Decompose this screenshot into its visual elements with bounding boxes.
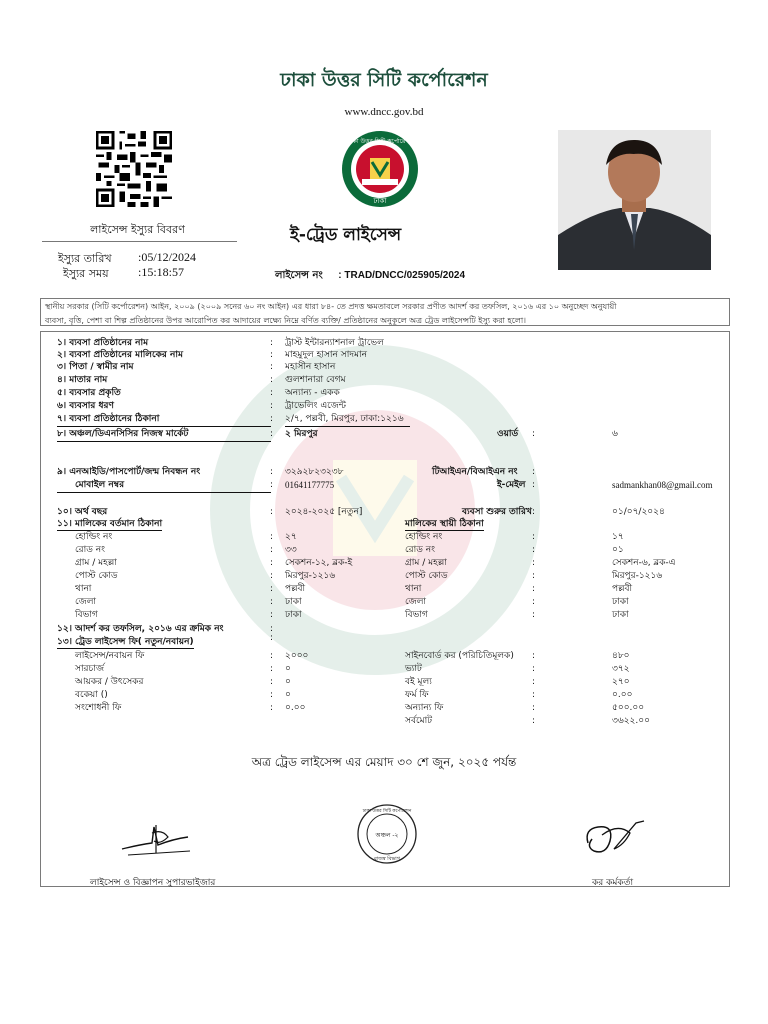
colon: : [270, 703, 274, 713]
colon: : [270, 651, 274, 661]
field-label: ৪। মাতার নাম [57, 375, 108, 385]
field-label: ৮। অঞ্চল/ডিএনসিসির নিজস্ব মার্কেট [57, 429, 189, 439]
fee-label: বকেয়া () [75, 690, 108, 700]
fee-value: ০ [285, 690, 291, 700]
address-current-value: ৩৩ [285, 545, 297, 555]
colon: : [532, 597, 536, 607]
colon: : [270, 558, 274, 568]
license-number-value: : TRAD/DNCC/025905/2024 [338, 270, 466, 281]
colon: : [532, 467, 536, 477]
tax-officer-caption: কর কর্মকর্তা [592, 878, 634, 888]
website-url[interactable]: www.dncc.gov.bd [344, 106, 424, 118]
colon: : [532, 664, 536, 674]
fee-value: ২০০০ [285, 651, 309, 661]
legal-notice-line-2: ব্যবসা, বৃত্তি, পেশা বা শিল্প প্রতিষ্ঠানের উপর আরোপিত কর আদায়ের লক্ষ্যে নিম্নে বর্ণিত ব্যক্তি/ প্রতিষ্ঠানের অনুকূলে অত্র ট্রেড লাইসেন্সটি ইস্যু করা হলো। [45, 316, 527, 325]
zone-office-stamp [348, 803, 426, 865]
business-address-value: ২/৭, পল্লবী, মিরপুর, ঢাকা:১২১৬ [285, 414, 404, 424]
colon: : [532, 677, 536, 687]
divider [57, 492, 271, 493]
supervisor-caption: লাইসেন্স ও বিজ্ঞাপন সুপারভাইজার [90, 878, 216, 888]
fee-value: ৫০০.০০ [612, 703, 645, 713]
field-label: ৯। এনআইডি/পাসপোর্ট/জন্ম নিবন্ধন নং [57, 467, 201, 477]
field-label: ১। ব্যবসা প্রতিষ্ঠানের নাম [57, 338, 149, 348]
address-label: থানা [75, 584, 92, 594]
field-label: ১০। অর্থ বছর [57, 507, 108, 517]
address-label: গ্রাম / মহল্লা [405, 558, 447, 568]
organization-name: ঢাকা উত্তর সিটি কর্পোরেশন [280, 69, 488, 91]
field-label: ৩। পিতা / স্বামীর নাম [57, 362, 134, 372]
supervisor-signature [118, 815, 198, 865]
address-permanent-value: ১৭ [612, 532, 624, 542]
address-current-value: সেকশন-১২, ব্লক-ই [285, 558, 353, 568]
seal-bottom-text: ঢাকা [373, 197, 387, 205]
address-label: পোস্ট কোড [75, 571, 118, 581]
fee-label: ফর্ম ফি [405, 690, 429, 700]
current-address-heading: ১১। মালিকের বর্তমান ঠিকানা [57, 519, 163, 529]
stamp-mid-text: অঞ্চল -২ [375, 832, 399, 839]
address-label: জেলা [405, 597, 427, 607]
colon: : [532, 545, 536, 555]
issue-time-value: :15:18:57 [138, 265, 185, 279]
father-name-value: মহাসীন হাসান [285, 362, 336, 372]
divider [57, 426, 271, 427]
fee-value: ০ [285, 677, 291, 687]
address-current-value: ঢাকা [285, 610, 302, 620]
colon: : [270, 362, 274, 372]
fees-heading: ১৩। ট্রেড লাইসেন্স ফি( নতুন/নবায়ন) [57, 637, 194, 647]
permanent-address-heading: মালিকের স্থায়ী ঠিকানা [405, 519, 484, 529]
issue-details-heading: লাইসেন্স ইস্যুর বিবরণ [90, 223, 185, 236]
address-label: গ্রাম / মহল্লা [75, 558, 117, 568]
colon: : [532, 651, 536, 661]
nid-value: ৩২৯২৮২৩২৩৮ [285, 467, 344, 477]
field-label: ২। ব্যবসা প্রতিষ্ঠানের মালিকের নাম [57, 350, 183, 360]
legal-notice-line-1: স্থানীয় সরকার (সিটি কর্পোরেশন) আইন, ২০০৯ (২০০৯ সনের ৬০ নং আইন) এর ধারা ৮৪- তে প্রদত্ত ক্ষমতাবলে সরকার প্রণীত আদর্শ কর তফসিল, ২০১৬ এর ১০ অনুচ্ছেদ অনুযায়ী [45, 302, 617, 311]
divider [42, 241, 237, 242]
field-label: ৭। ব্যবসা প্রতিষ্ঠানের ঠিকানা [57, 414, 160, 424]
address-label: বিভাগ [405, 610, 428, 620]
colon: : [532, 532, 536, 542]
colon: : [270, 664, 274, 674]
colon: : [270, 677, 274, 687]
address-label: বিভাগ [75, 610, 98, 620]
fee-label: সাইনবোর্ড কর (পরিচিতিমূলক) [405, 651, 514, 661]
address-current-value: ঢাকা [285, 597, 302, 607]
license-number-label: লাইসেন্স নং [275, 270, 323, 281]
colon: : [532, 690, 536, 700]
address-label: রোড নং [75, 545, 105, 555]
fee-value: ২৭০ [612, 677, 630, 687]
email-value[interactable]: sadmankhan08@gmail.com [612, 480, 713, 490]
colon: : [270, 633, 274, 643]
address-permanent-value: পল্লবী [612, 584, 633, 594]
fee-value: ০.০০ [285, 703, 306, 713]
page-title: ই-ট্রেড লাইসেন্স [290, 225, 402, 245]
email-label: ই-মেইল [497, 480, 526, 490]
colon: : [270, 571, 274, 581]
fee-label: আয়কর / উৎসেকর [75, 677, 144, 687]
mobile-label: মোবাইল নম্বর [75, 480, 125, 490]
field-label: ৬। ব্যবসার ধরণ [57, 401, 114, 411]
business-name-value: ট্রাস্ট ইন্টারন্যাশনাল ট্রাভেল [285, 338, 384, 348]
address-label: হোল্ডিং নং [75, 532, 113, 542]
address-permanent-value: সেকশন-৬, ব্লক-এ [612, 558, 676, 568]
address-label: পোস্ট কোড [405, 571, 448, 581]
fee-label: সারচার্জ [75, 664, 105, 674]
fee-value: ৪৮০ [612, 651, 630, 661]
address-label: রোড নং [405, 545, 435, 555]
seal-top-text: ঢাকা উত্তর সিটি কর্পোরেশন [347, 138, 413, 145]
issue-date-label: ইস্যুর তারিখ [58, 252, 112, 265]
colon: : [270, 467, 274, 477]
city-corporation-seal [340, 129, 420, 209]
owner-name-value: মাহমুদুল হাসান সাদমান [285, 350, 368, 360]
colon: : [532, 610, 536, 620]
address-permanent-value: মিরপুর-১২১৬ [612, 571, 663, 581]
issue-date-value: :05/12/2024 [138, 250, 197, 264]
total-value: ৩৬২২.০০ [612, 716, 650, 726]
colon: : [532, 429, 536, 439]
divider [285, 426, 410, 427]
colon: : [270, 338, 274, 348]
total-label: সর্বমোট [405, 716, 433, 726]
ward-value: ৬ [612, 429, 618, 439]
colon: : [532, 480, 536, 490]
colon: : [270, 375, 274, 385]
fee-label: বই মূল্য [405, 677, 432, 687]
issue-time-label: ইস্যুর সময় [63, 267, 109, 280]
fee-value: ০ [285, 664, 291, 674]
address-permanent-value: ঢাকা [612, 597, 629, 607]
colon: : [532, 716, 536, 726]
colon: : [532, 558, 536, 568]
address-current-value: পল্লবী [285, 584, 306, 594]
tax-schedule-label: ১২। আদর্শ কর তফসিল, ২০১৬ এর ক্রমিক নং [57, 624, 224, 634]
colon: : [270, 388, 274, 398]
address-current-value: মিরপুর-১২১৬ [285, 571, 336, 581]
colon: : [270, 597, 274, 607]
colon: : [532, 703, 536, 713]
address-permanent-value: ঢাকা [612, 610, 629, 620]
colon: : [270, 584, 274, 594]
address-current-value: ২৭ [285, 532, 297, 542]
fee-value: ৩৭২ [612, 664, 630, 674]
stamp-top-text: ঢাকা উত্তর সিটি কর্পোরেশন [362, 809, 412, 814]
colon: : [532, 571, 536, 581]
fee-value: ০.০০ [612, 690, 633, 700]
colon: : [270, 429, 274, 439]
address-permanent-value: ০১ [612, 545, 624, 555]
validity-statement: অত্র ট্রেড লাইসেন্স এর মেয়াদ ৩০ শে জুন, ২০২৫ পর্যন্ত [251, 755, 517, 769]
colon: : [270, 624, 274, 634]
colon: : [532, 584, 536, 594]
fee-label: লাইসেন্স/নবায়ন ফি [75, 651, 145, 661]
colon: : [270, 610, 274, 620]
start-date-label: ব্যবসা শুরুর তারিখ [462, 507, 532, 517]
business-type-value: ট্রাভেলিং এজেন্ট [285, 401, 346, 411]
colon: : [270, 401, 274, 411]
business-nature-value: অন্যান্য - একক [285, 388, 340, 398]
mobile-value: 01641177775 [285, 480, 335, 490]
tin-label: টিআইএন/বিআইএন নং [432, 467, 518, 477]
colon: : [532, 507, 536, 517]
address-label: থানা [405, 584, 422, 594]
colon: : [270, 545, 274, 555]
fee-label: সংশোধনী ফি [75, 703, 122, 713]
fee-label: ভ্যাট [405, 664, 422, 674]
legal-notice [40, 298, 730, 326]
license-number [275, 268, 465, 285]
address-label: হোল্ডিং নং [405, 532, 443, 542]
ward-label: ওয়ার্ড [497, 429, 519, 439]
fee-label: অন্যান্য ফি [405, 703, 444, 713]
qr-code [93, 131, 175, 207]
colon: : [270, 690, 274, 700]
colon: : [270, 414, 274, 424]
divider [57, 441, 271, 442]
mother-name-value: গুলশানারা বেগম [285, 375, 346, 385]
owner-photo [558, 130, 711, 270]
colon: : [270, 350, 274, 360]
field-label: ৫। ব্যবসার প্রকৃতি [57, 388, 121, 398]
start-date-value: ০১/০৭/২০২৪ [612, 507, 665, 517]
tax-officer-signature [578, 815, 656, 865]
colon: : [270, 507, 274, 517]
stamp-bottom-text: রাজস্ব বিভাগ [374, 856, 400, 862]
fiscal-year-value: ২০২৪-২০২৫ [নতুন] [285, 507, 363, 517]
zone-value: ২ মিরপুর [285, 429, 318, 439]
colon: : [270, 480, 274, 490]
address-label: জেলা [75, 597, 97, 607]
colon: : [270, 532, 274, 542]
